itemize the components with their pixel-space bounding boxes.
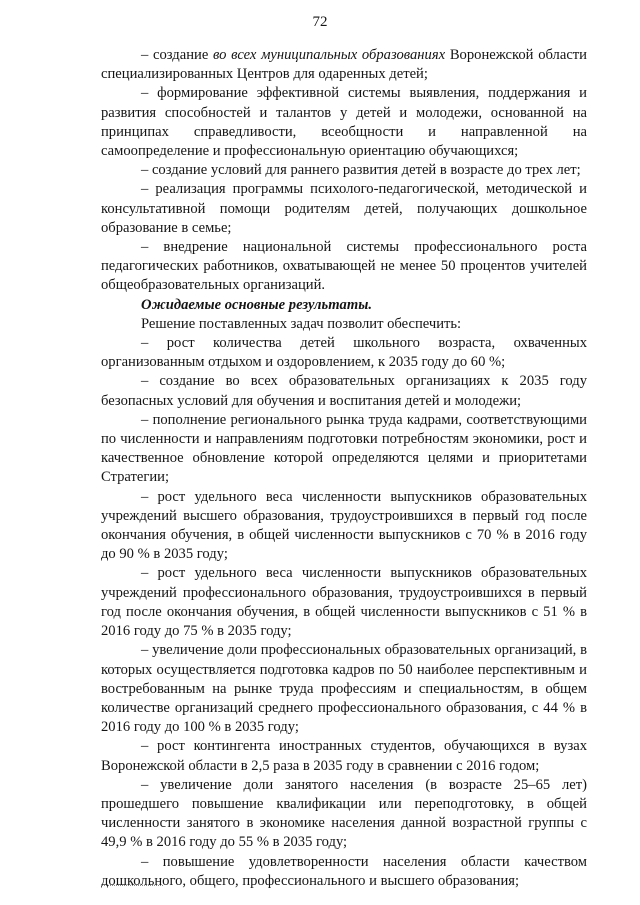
paragraph-higher-ed-employment: – рост удельного веса численности выпускников образовательных учреждений высшего образования, трудоустроившихся в первый год после окончания обучения, в общей численности выпускников с 70 % в 2016 году до 90 % в 2035 году;	[101, 488, 587, 563]
paragraph-recreation: – рост количества детей школьного возраста, охваченных организованным отдыхом и оздоровлением, к 2035 году до 60 %;	[101, 335, 587, 371]
paragraph-qualification: – увеличение доли занятого населения (в возрасте 25–65 лет) прошедшего повышение квалификации или переподготовку, в общей численности занятого в экономике населения данной возрастной группы с 49,9 % в 2016 году до 55 % в 2035 году;	[101, 776, 587, 851]
paragraph-foreign-students: – рост контингента иностранных студентов, обучающихся в вузах Воронежской области в 2,5 раза в 2035 году в сравнении с 2016 годом;	[101, 738, 587, 774]
paragraph-early-development: – создание условий для раннего развития детей в возрасте до трех лет;	[141, 162, 581, 179]
paragraph-specialized-centers	[101, 46, 587, 84]
paragraph-pre: – создание	[141, 47, 214, 63]
footer-divider	[101, 885, 163, 886]
section-heading-expected-results: Ожидаемые основные результаты.	[141, 296, 372, 313]
paragraph-teacher-growth: – внедрение национальной системы профессионального роста педагогических работников, охватывающей не менее 50 процентов учителей общеобразовательных организаций.	[101, 239, 587, 294]
paragraph-vocational-employment: – рост удельного веса численности выпускников образовательных учреждений профессионального образования, трудоустроившихся в первый год после окончания обучения, в общей численности выпускников с 51 % в 2016 году до 75 % в 2035 году;	[101, 565, 587, 640]
paragraph-labor-market: – пополнение регионального рынка труда кадрами, соответствующими по численности и направлениям подготовки потребностям экономики, рост и качественное обновление которой определяются целями и приоритетами Стратегии;	[101, 411, 587, 486]
paragraph-emphasis: во всех муниципальных образованиях	[213, 47, 446, 63]
paragraph-safe-conditions: – создание во всех образовательных организациях к 2035 году безопасных условий для обучения и воспитания детей и молодежи;	[101, 373, 587, 409]
paragraph-talent-system: – формирование эффективной системы выявления, поддержания и развития способностей и талантов у детей и молодежи, основанной на принципах справедливости, всеобщности и направленной на самоопределение и профессиональную ориентацию обучающихся;	[101, 85, 587, 160]
paragraph-post: Воронежской области специализированных Центров для одаренных детей;	[101, 47, 587, 83]
page-number: 72	[312, 14, 328, 30]
paragraph-parent-support: – реализация программы психолого-педагогической, методической и консультативной помощи родителям детей, получающих дошкольное образование в семье;	[101, 181, 587, 236]
paragraph-intro: Решение поставленных задач позволит обеспечить:	[141, 315, 462, 332]
paragraph-vocational-organizations: – увеличение доли профессиональных образовательных организаций, в которых осуществляется подготовка кадров по 50 наиболее перспективным и востребованным на рынке труда профессиям и специальностям, в общем количестве организаций среднего профессионального образования, с 44 % в 2016 году до 100 % в 2035 году;	[101, 642, 587, 736]
document-body	[101, 46, 587, 891]
paragraph-satisfaction: – повышение удовлетворенности населения области качеством дошкольного, общего, профессионального и высшего образования;	[101, 853, 587, 889]
